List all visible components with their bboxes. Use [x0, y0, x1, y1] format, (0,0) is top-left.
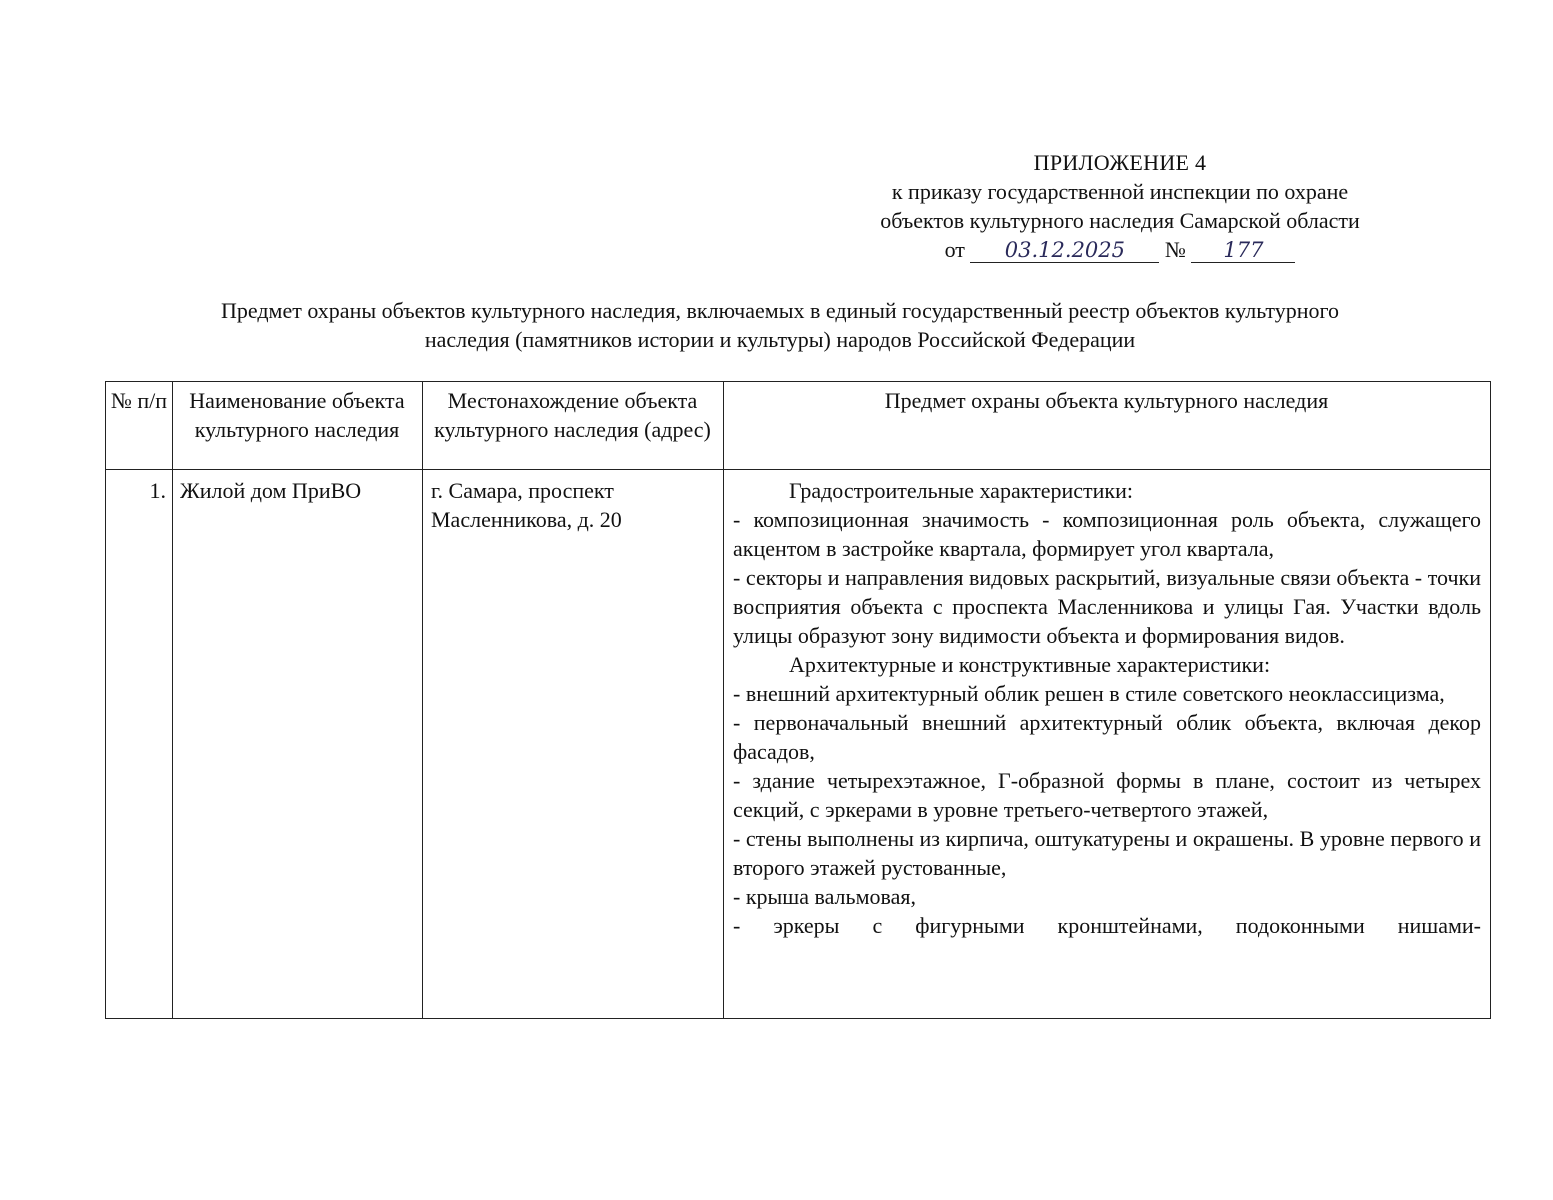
appendix-header [840, 148, 1400, 264]
title-line-1: Предмет охраны объектов культурного наследия, включаемых в единый государственный реестр объектов культурного [221, 298, 1339, 323]
heritage-table [105, 381, 1491, 1019]
subject-paragraph: Архитектурные и конструктивные характеристики: [789, 652, 1271, 677]
column-divider [723, 382, 724, 1018]
appendix-line-2: объектов культурного наследия Самарской области [880, 208, 1360, 233]
handwritten-number: 177 [1191, 238, 1295, 263]
subject-paragraph: - первоначальный внешний архитектурный облик объекта, включая декор фасадов, [733, 710, 1481, 764]
title-line-2: наследия (памятников истории и культуры) народов Российской Федерации [424, 327, 1136, 352]
document-title [100, 296, 1460, 354]
date-prefix: от [944, 237, 965, 262]
subject-paragraph: - секторы и направления видовых раскрытий, визуальные связи объекта - точки восприятия объекта с проспекта Масленникова и улицы Гая. Участки вдоль улицы образуют зону видимости объекта и формирования видов. [733, 565, 1481, 648]
subject-paragraph: - здание четырехэтажное, Г-образной формы в плане, состоит из четырех секций, с эркерами в уровне третьего-четвертого этажей, [733, 768, 1481, 822]
column-divider [422, 382, 423, 1018]
appendix-date-line [840, 235, 1400, 264]
protection-subject [733, 476, 1481, 940]
header-address: Местонахождение объекта культурного наследия (адрес) [434, 388, 711, 442]
subject-paragraph: Градостроительные характеристики: [789, 478, 1133, 503]
header-num: № п/п [110, 388, 168, 413]
subject-paragraph: - крыша вальмовая, [733, 884, 916, 909]
appendix-label: ПРИЛОЖЕНИЕ 4 [1033, 150, 1207, 175]
appendix-line-1: к приказу государственной инспекции по охране [891, 179, 1349, 204]
subject-paragraph: - стены выполнены из кирпича, оштукатурены и окрашены. В уровне первого и второго этажей рустованные, [733, 826, 1481, 880]
number-sign: № [1164, 237, 1186, 262]
column-divider [172, 382, 173, 1018]
subject-paragraph: - композиционная значимость - композиционная роль объекта, служащего акцентом в застройке квартала, формирует угол квартала, [733, 507, 1481, 561]
header-subject: Предмет охраны объекта культурного наследия [884, 388, 1329, 413]
handwritten-date: 03.12.2025 [970, 238, 1159, 263]
row-number: 1. [149, 478, 166, 503]
header-divider [106, 469, 1490, 470]
subject-paragraph: - эркеры с фигурными кронштейнами, подоконными нишами- [733, 913, 1481, 938]
header-name: Наименование объекта культурного наследия [189, 388, 405, 442]
object-name: Жилой дом ПриВО [180, 478, 362, 503]
object-address: г. Самара, проспект Масленникова, д. 20 [431, 478, 622, 532]
subject-paragraph: - внешний архитектурный облик решен в стиле советского неоклассицизма, [733, 681, 1445, 706]
